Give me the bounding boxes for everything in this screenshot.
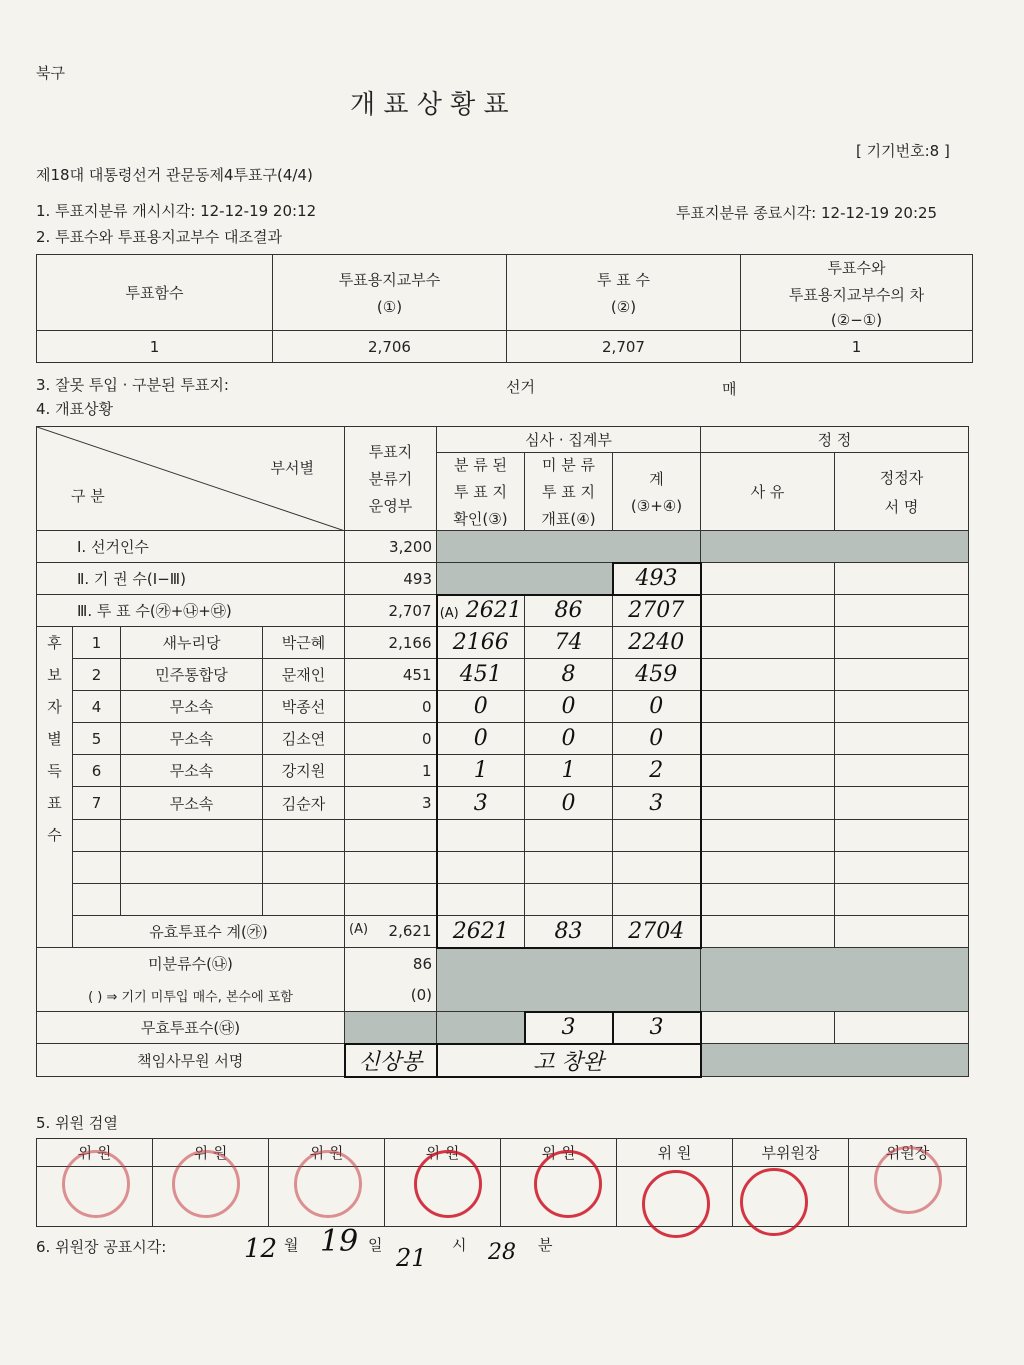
candidate-name: 김소연 [263,723,345,755]
empty-cell [525,851,613,883]
empty-cell [835,659,969,691]
candidate-no: 6 [73,755,121,787]
candidate-unclassified: 0 [525,691,613,723]
candidate-sum: 2 [613,755,701,787]
empty-cell [835,755,969,787]
header-votes: 투 표 수 (②) [507,255,741,331]
seal-stamp-6 [642,1170,710,1238]
document-title: 개 표 상 황 표 [350,90,509,120]
announce-hour-unit: 시 [452,1236,467,1254]
valid-votes-unclassified: 83 [525,915,613,947]
row-abstain-value: 493 [345,563,437,595]
section4-heading: 4. 개표상황 [36,400,114,418]
member-title: 위 원 [269,1139,385,1167]
seal-stamp-3 [294,1150,362,1218]
empty-cell [613,851,701,883]
shaded-cell [437,1012,525,1044]
candidate-machine: 1 [345,755,437,787]
machine-number: [ 기기번호:8 ] [856,142,950,160]
candidate-machine: 2,166 [345,627,437,659]
section5-heading: 5. 위원 검열 [36,1114,118,1132]
empty-cell [701,659,835,691]
empty-cell [835,563,969,595]
candidate-unclassified: 0 [525,723,613,755]
candidate-sum: 3 [613,787,701,819]
invalid-votes-label: 무효투표수(㉰) [37,1012,345,1044]
sort-end-time: 투표지분류 종료시각: 12-12-19 20:25 [676,204,938,222]
empty-cell [701,627,835,659]
section2-heading: 2. 투표수와 투표용지교부수 대조결과 [36,228,282,246]
candidate-name: 문재인 [263,659,345,691]
member-title: 부위원장 [733,1139,849,1167]
valid-votes-value: (A) 2,621 [345,915,437,947]
empty-cell [437,883,525,915]
candidate-unclassified: 74 [525,627,613,659]
member-title: 위원장 [849,1139,967,1167]
row-votes-value: 2,707 [345,595,437,627]
seal-stamp-5 [534,1150,602,1218]
candidate-sum: 2240 [613,627,701,659]
election-title: 제18대 대통령선거 관문동제4투표구(4/4) [36,166,313,184]
shaded-cell [701,531,969,563]
machine-note-value: (0) [345,980,437,1012]
candidate-machine: 3 [345,787,437,819]
member-title: 위 원 [153,1139,269,1167]
value-votes: 2,707 [507,331,741,363]
empty-cell [437,851,525,883]
announce-day: 19 [320,1224,359,1259]
seal-stamp-4 [414,1150,482,1218]
signature-2: 고 창완 [437,1044,701,1077]
count-status-table [36,426,969,1078]
member-title: 위 원 [385,1139,501,1167]
empty-cell [525,883,613,915]
empty-cell [835,819,969,851]
shaded-cell [701,1044,969,1077]
empty-cell [73,851,121,883]
empty-cell [121,883,263,915]
valid-votes-classified: 2621 [437,915,525,947]
candidate-sum: 0 [613,723,701,755]
diagonal-line [37,427,345,531]
value-box-count: 1 [37,331,273,363]
empty-cell [73,883,121,915]
seal-stamp-8 [874,1146,942,1214]
empty-cell [701,755,835,787]
empty-cell [835,883,969,915]
empty-cell [701,787,835,819]
row-votes-unclassified: 86 [525,595,613,627]
announce-minute: 28 [488,1240,516,1265]
invalid-votes-sum: 3 [613,1012,701,1044]
header-reason: 사 유 [701,453,835,531]
shaded-cell [437,563,613,595]
announce-month-unit: 월 [284,1236,299,1254]
candidate-party: 무소속 [121,723,263,755]
empty-cell [613,883,701,915]
empty-cell [835,851,969,883]
candidate-classified: 451 [437,659,525,691]
row-electors-label: Ⅰ. 선거인수 [37,531,345,563]
empty-cell [613,819,701,851]
empty-cell [345,883,437,915]
empty-cell [263,819,345,851]
empty-cell [263,851,345,883]
empty-cell [263,883,345,915]
empty-cell [835,787,969,819]
candidate-no: 1 [73,627,121,659]
side-label: 후 보 자 별 득 표 수 [37,627,73,948]
signature-label: 책임사무원 서명 [37,1044,345,1077]
section3-election: 선거 [506,378,535,396]
candidate-party: 민주통합당 [121,659,263,691]
empty-cell [701,595,835,627]
vote-comparison-table [36,254,973,363]
header-corrector: 정정자 서 명 [835,453,969,531]
candidate-classified: 3 [437,787,525,819]
empty-cell [701,723,835,755]
empty-cell [345,819,437,851]
candidate-sum: 459 [613,659,701,691]
candidate-name: 박종선 [263,691,345,723]
candidate-no: 2 [73,659,121,691]
candidate-no: 4 [73,691,121,723]
seal-stamp-2 [172,1150,240,1218]
header-correction: 정 정 [701,427,969,453]
candidate-unclassified: 0 [525,787,613,819]
candidate-machine: 0 [345,723,437,755]
announce-minute-unit: 분 [538,1236,553,1254]
value-issued: 2,706 [273,331,507,363]
empty-cell [73,819,121,851]
candidate-no: 7 [73,787,121,819]
candidate-party: 무소속 [121,787,263,819]
value-difference: 1 [741,331,973,363]
valid-votes-sum: 2704 [613,915,701,947]
candidate-name: 김순자 [263,787,345,819]
candidate-name: 박근혜 [263,627,345,659]
candidate-sum: 0 [613,691,701,723]
header-review: 심사 · 집계부 [437,427,701,453]
candidate-classified: 2166 [437,627,525,659]
empty-cell [345,851,437,883]
member-title: 위 원 [37,1139,153,1167]
row-abstain-sum: 493 [613,563,701,595]
header-box-count: 투표함수 [37,255,273,331]
candidate-unclassified: 8 [525,659,613,691]
empty-cell [437,819,525,851]
candidate-no: 5 [73,723,121,755]
seal-stamp-7 [740,1168,808,1236]
row-electors-value: 3,200 [345,531,437,563]
empty-cell [121,851,263,883]
empty-cell [121,819,263,851]
header-machine: 투표지 분류기 운영부 [345,427,437,531]
empty-cell [835,595,969,627]
shaded-cell [345,1012,437,1044]
empty-cell [525,819,613,851]
header-difference: 투표수와 투표용지교부수의 차 (②−①) [741,255,973,331]
empty-cell [701,915,835,947]
header-issued: 투표용지교부수 (①) [273,255,507,331]
empty-cell [701,691,835,723]
member-title: 위 원 [501,1139,617,1167]
empty-cell [701,819,835,851]
row-abstain-label: Ⅱ. 기 권 수(Ⅰ−Ⅲ) [37,563,345,595]
section3-heading: 3. 잘못 투입 · 구분된 투표지: [36,376,229,394]
row-votes-sum: 2707 [613,595,701,627]
signature-1: 신상봉 [345,1044,437,1077]
candidate-party: 새누리당 [121,627,263,659]
unclassified-label: 미분류수(㉯) [37,948,345,980]
empty-cell [835,1012,969,1044]
candidate-party: 무소속 [121,691,263,723]
header-classified: 분 류 된 투 표 지 확인(③) [437,453,525,531]
empty-cell [835,627,969,659]
empty-cell [835,915,969,947]
shaded-cell [701,948,969,1012]
announce-month: 12 [244,1234,278,1264]
empty-cell [701,1012,835,1044]
section3-unit: 매 [722,380,737,398]
announce-hour: 21 [396,1244,427,1272]
announce-day-unit: 일 [368,1236,383,1254]
candidate-classified: 1 [437,755,525,787]
row-votes-classified: (A) 2621 [437,595,525,627]
empty-cell [835,691,969,723]
candidate-machine: 451 [345,659,437,691]
empty-cell [701,851,835,883]
machine-note-label: ( ) ⇒ 기기 미투입 매수, 본수에 포함 [37,980,345,1012]
candidate-party: 무소속 [121,755,263,787]
candidate-classified: 0 [437,723,525,755]
valid-votes-label: 유효투표수 계(㉮) [73,915,345,947]
header-category: 부서별 구 분 [37,427,345,531]
row-votes-label: Ⅲ. 투 표 수(㉮+㉯+㉰) [37,595,345,627]
member-title: 위 원 [617,1139,733,1167]
empty-cell [835,723,969,755]
header-sum: 계 (③+④) [613,453,701,531]
invalid-votes-unclassified: 3 [525,1012,613,1044]
candidate-name: 강지원 [263,755,345,787]
unclassified-value: 86 [345,948,437,980]
candidate-unclassified: 1 [525,755,613,787]
shaded-cell [437,531,701,563]
shaded-cell [437,948,701,1012]
seal-stamp-1 [62,1150,130,1218]
candidate-classified: 0 [437,691,525,723]
candidate-machine: 0 [345,691,437,723]
empty-cell [701,563,835,595]
header-unclassified: 미 분 류 투 표 지 개표(④) [525,453,613,531]
empty-cell [701,883,835,915]
sort-start-time: 1. 투표지분류 개시시각: 12-12-19 20:12 [36,202,317,220]
district-label: 북구 [36,64,65,82]
section6-heading: 6. 위원장 공표시각: [36,1238,167,1256]
